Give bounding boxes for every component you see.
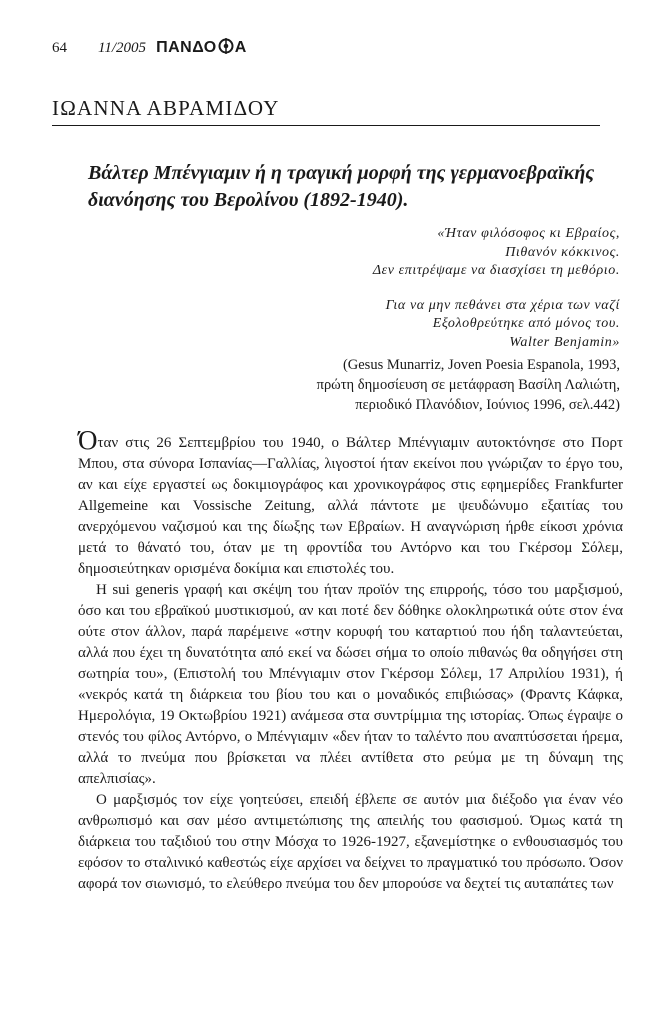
header-divider — [52, 125, 600, 126]
epigraph-source — [260, 355, 620, 415]
issue-number: 11/2005 — [98, 40, 147, 56]
poem-line: Πιθανόν κόκκινος. — [505, 244, 620, 260]
poem-line: Για να μην πεθάνει στα χέρια των ναζί — [385, 297, 620, 313]
epigraph-poem — [200, 225, 620, 368]
pandora-logo-icon — [218, 38, 234, 54]
drop-cap: Ό — [78, 425, 98, 455]
paragraph-2: Η sui generis γραφή και σκέψη του ήταν προϊόν της επιρροής, τόσο του μαρξισμού, όσο και του εβραϊκού μυστικισμού, αν και ποτέ δεν δόθηκε ολοκληρωτικά ούτε στον ένα ούτε στον άλλον, παρά παρέμεινε «στην κορυφή του καταρτιού που ήδη ταλαντεύεται, αλλά που έχει τη δυνατότητα από εκεί να δώσει σήμα το οποίο πιθανώς θα οδηγήσει στη σωτηρία του», (Επιστολή του Μπένγιαμιν στον Γκέρσομ Σόλεμ, 17 Απριλίου 1931), ή «νεκρός κατά τη διάρκεια του βίου του και ο μοναδικός επιβιώσας» (Φραντς Κάφκα, Ημερολόγια, 19 Οκτωβρίου 1921) ανάμεσα στα συντρίμμια της ιστορίας. Όπως έγραψε ο στενός του φίλος Αντόρνο, ο Μπένγιαμιν «δεν ήταν το ταλέντο που αναπτύσσεται ήρεμα, αλλά το πνεύμα που βρίσκεται να πλέει αντίθετα στο ρεύμα με τη δύναμη της απελπισίας». — [78, 582, 623, 787]
paragraph-1 — [78, 425, 623, 580]
poem-line: «Ήταν φιλόσοφος κι Εβραίος, — [437, 226, 620, 241]
source-line: πρώτη δημοσίευση σε μετάφραση Βασίλη Λαλιώτη, — [316, 377, 620, 393]
author-name: ΙΩΑΝΝΑ ΑΒΡΑΜΙΔΟΥ — [52, 96, 280, 120]
magazine-name-part1: ΠΑΝΔΟ — [156, 39, 217, 56]
paragraph-1-text: ταν στις 26 Σεπτεμβρίου του 1940, ο Βάλτερ Μπένγιαμιν αυτοκτόνησε στο Πορτ Μπου, στα σύνορα Ισπανίας—Γαλλίας, λιγοστοί ήταν εκείνοι που γνώριζαν το έργο του, αν και είχε εργαστεί ως δοκιμιογράφος και χρονικογράφος στις εφημερίδες Frankfurter Allgemeine και Vossische Zeitung, αλλά πάντοτε με ψευδώνυμο εξαιτίας του ανερχόμενου ναζισμού και της δίωξης των Εβραίων. Η αναγνώριση ήρθε είκοσι χρόνια μετά το θάνατό του, όταν με τη φροντίδα του Αντόρνο και του Γκέρσομ Σόλεμ, δημοσιεύτηκαν ορισμένα δοκίμια και επιστολές του. — [78, 435, 623, 577]
page-number: 64 — [52, 40, 67, 56]
article-body — [78, 425, 623, 895]
magazine-name-part2: Α — [234, 39, 247, 56]
poem-line: Walter Benjamin» — [509, 334, 620, 350]
epigraph-stanza-2 — [200, 297, 620, 353]
article-title: Βάλτερ Μπένγιαμιν ή η τραγική μορφή της γερμανοεβραϊκής διανόησης του Βερολίνου (1892-1940). — [88, 162, 595, 211]
source-line: (Gesus Munarriz, Joven Poesia Espanola, 1993, — [342, 357, 620, 373]
poem-line: Εξολοθρεύτηκε από μόνος του. — [432, 316, 620, 331]
source-line: περιοδικό Πλανόδιον, Ιούνιος 1996, σελ.442) — [355, 397, 620, 413]
poem-line: Δεν επιτρέψαμε να διασχίσει τη μεθόριο. — [372, 263, 620, 278]
running-header — [52, 38, 247, 57]
paragraph-3: Ο μαρξισμός τον είχε γοητεύσει, επειδή έβλεπε σε αυτόν μια διέξοδο για έναν νέο ανθρωπισμό και σαν μέσο αντιμετώπισης της απειλής του φασισμού. Όμως κατά τη διάρκεια του ταξιδιού του στην Μόσχα το 1926-1927, εξανεμίστηκε ο ενθουσιασμός του εφόσον το σταλινικό καθεστώς είχε αρχίσει να δείχνει το πραγματικό του πρόσωπο. Όσον αφορά τον σιωνισμό, το ελεύθερο πνεύμα του δεν μπορούσε να δεχτεί τις αυταπάτες των — [78, 792, 623, 892]
magazine-name — [156, 38, 247, 57]
epigraph-stanza-1 — [200, 225, 620, 281]
